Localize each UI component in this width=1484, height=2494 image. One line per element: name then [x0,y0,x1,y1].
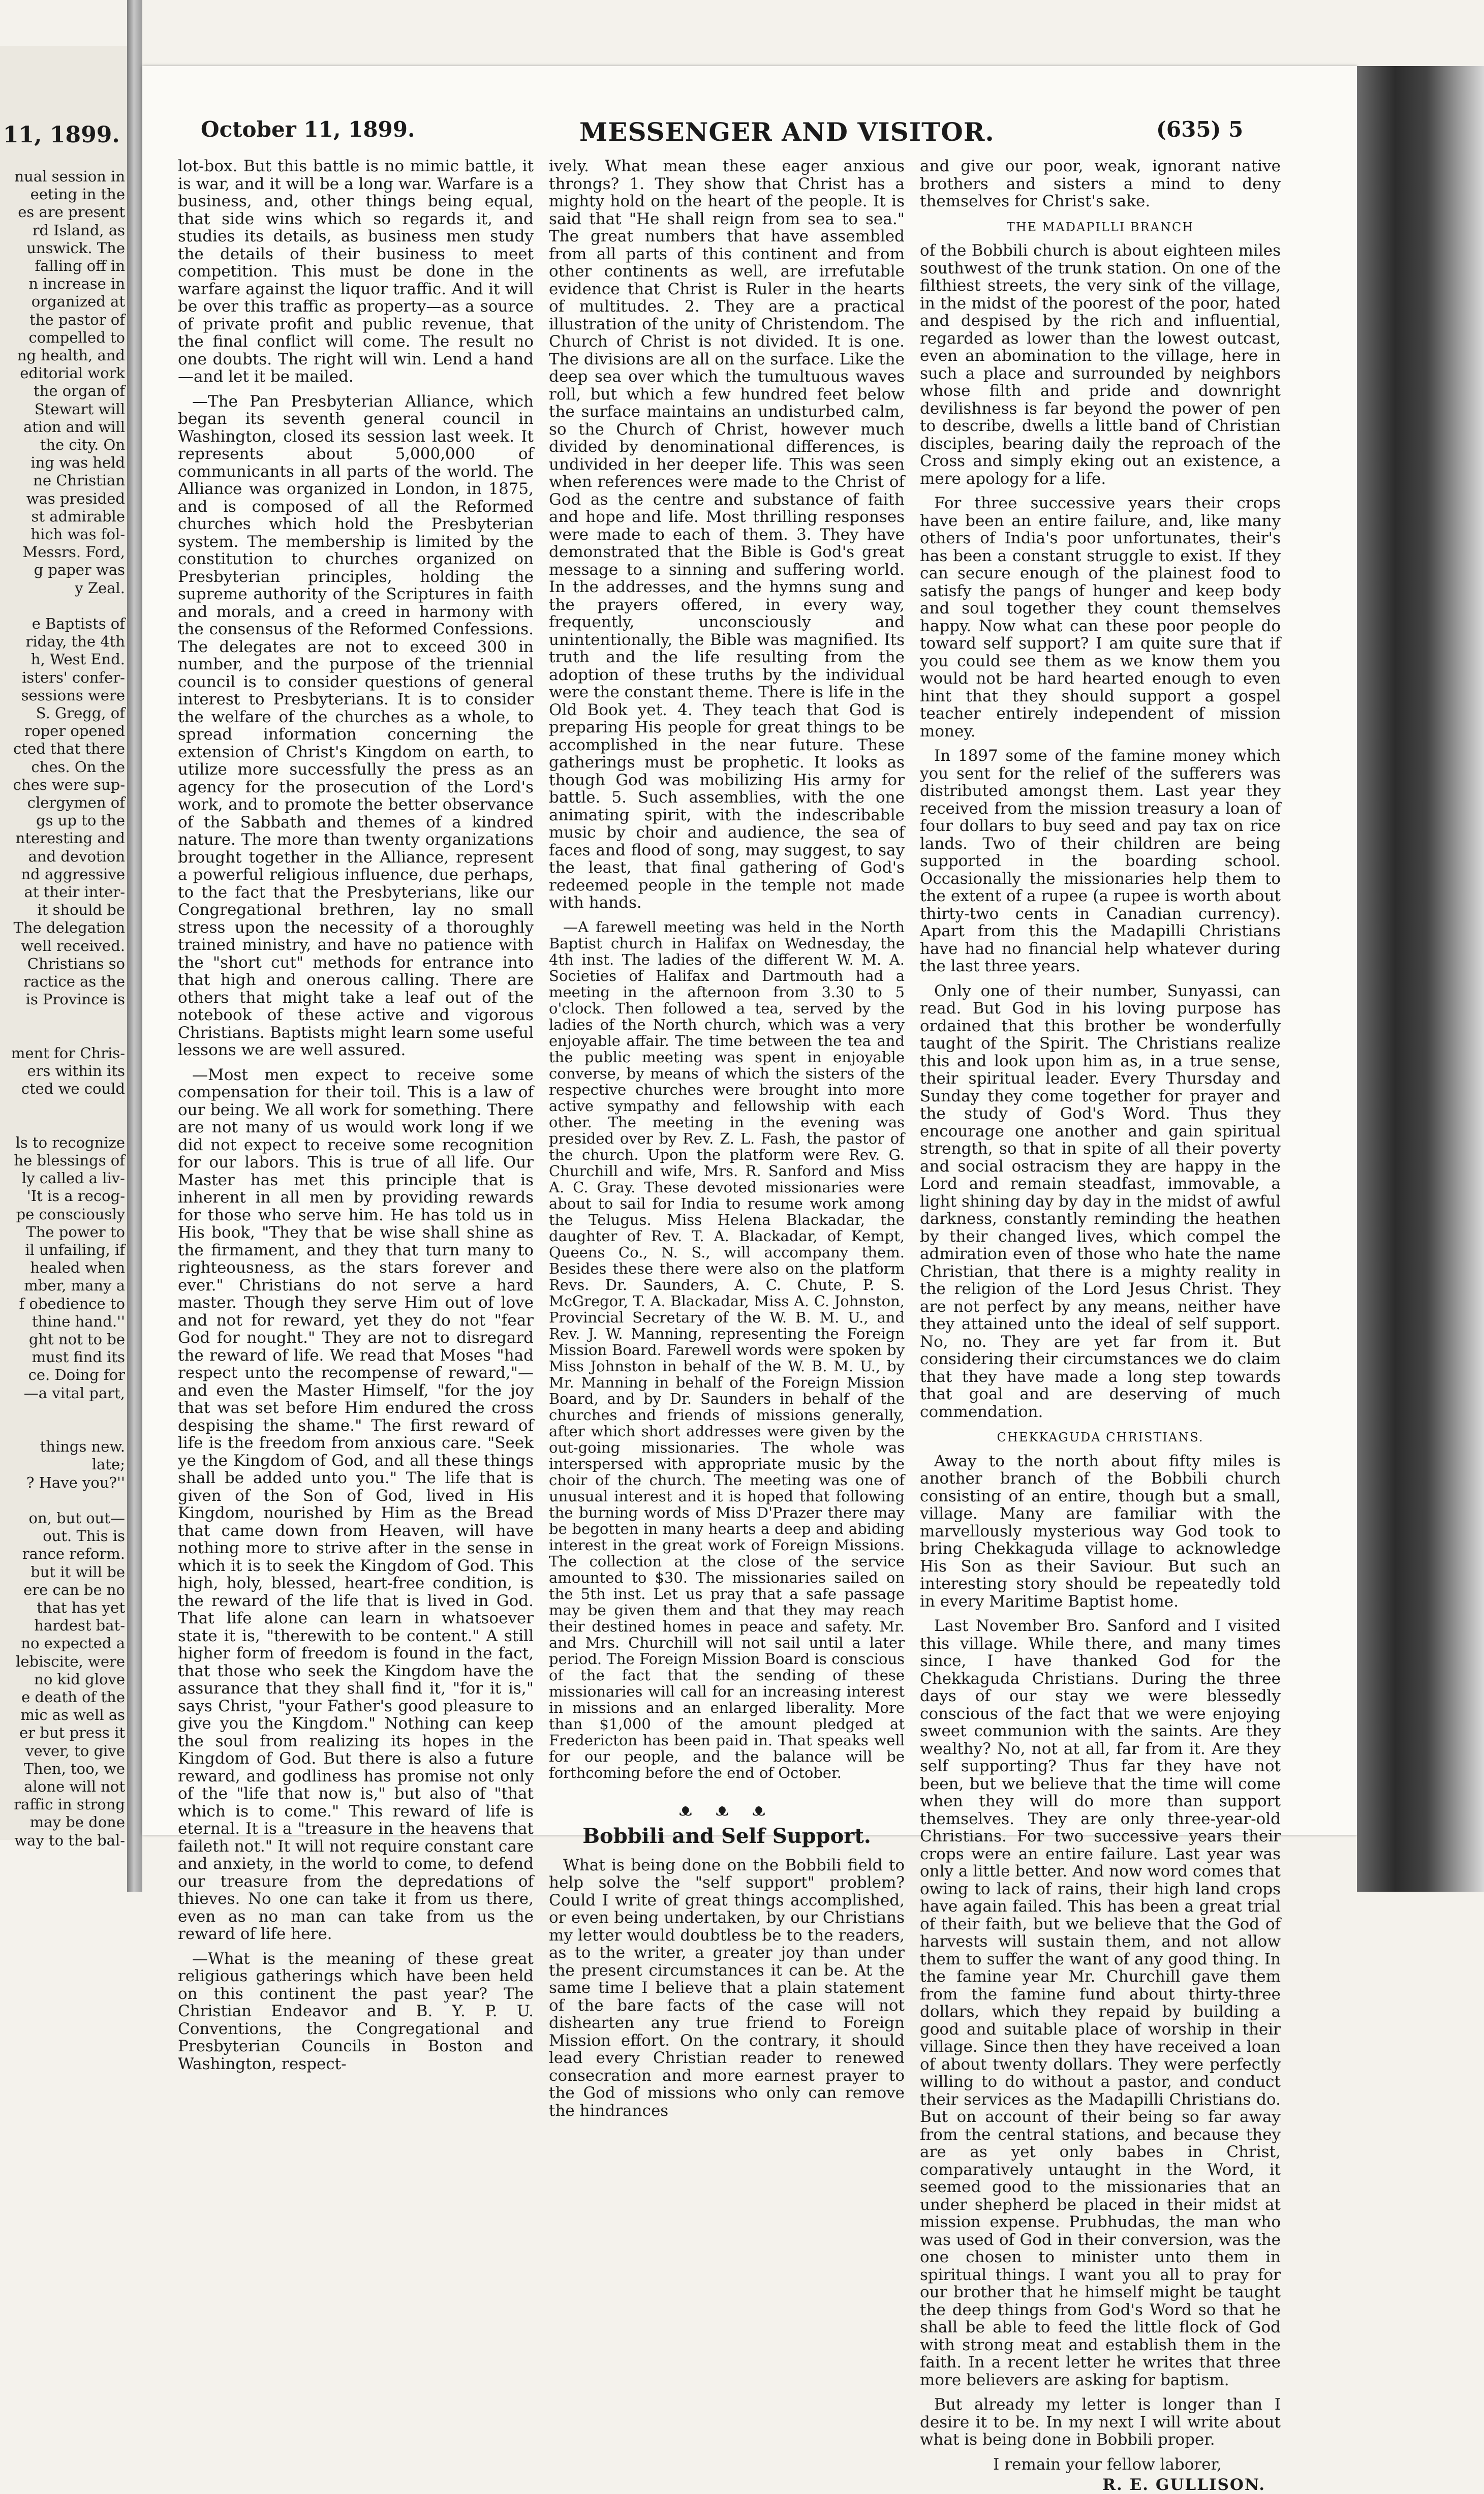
previous-page-line: —a vital part, [23,1384,125,1402]
paragraph: In 1897 some of the famine money which you sent for the relief of the sufferers was distributed amongst them. Last year they received from the mission treasury a loan of four dollars to buy seed and pay tax on rice lands. Two of their children are being supported in the boarding school. Occasionally the missionaries help them to the extent of a rupee (a rupee is worth about thirty-two cents in Canadian currency). Apart from this the Madapilli Christians have had no financial help whatever during the last three years. [920,747,1281,975]
previous-page-header: 11, 1899. [3,122,120,148]
previous-page-line: falling off in [35,257,125,274]
previous-page-line: that has yet [37,1599,125,1616]
newspaper-page [142,66,1357,2494]
paragraph: lot-box. But this battle is no mimic battle, it is war, and it will be a long war. Warfare is a business, and, other things being equal, that side wins which so regards it, and studies its details, as business men study the details of their business to meet competition. This must be done in the warfare against the liquor traffic. And it will be over this traffic as property—as a source of private profit and public revenue, that the final conflict will come. The result no one doubts. The right will win. Lend a hand—and let it be mailed. [178,157,534,386]
previous-page-line: vever, to give [25,1742,125,1760]
previous-page-line: n increase in [28,275,125,293]
previous-page-line: and devotion [28,847,125,865]
previous-page-line: ere can be no [23,1581,125,1598]
previous-page-line: gs up to the [36,812,125,829]
previous-page-line: il unfailing, if [25,1241,125,1258]
previous-page-line: sessions were [21,686,125,704]
previous-page-line: ce. Doing for [28,1366,125,1384]
paragraph: and give our poor, weak, ignorant native brothers and sisters a mind to deny themselves for Christ's sake. [920,157,1281,210]
previous-page-line: ches. On the [31,758,125,776]
previous-page-line: nteresting and [15,829,125,847]
previous-page-line: riday, the 4th [25,633,125,651]
previous-page-line: es are present [18,203,125,221]
previous-page-line: isters' confer- [22,668,125,686]
article-title: Bobbili and Self Support. [582,1824,871,1848]
masthead-title: MESSENGER AND VISITOR. [579,117,995,147]
paragraph: —What is the meaning of these great religious gatherings which have been held on this continent the past year? The Christian Endeavor and B. Y. P. U. Conventions, the Congregational and Presbyterian Councils in Boston and Washington, respect- [178,1949,534,2073]
binding-edge [1357,66,1484,1892]
paragraph: Last November Bro. Sanford and I visited this village. While there, and many times since, I have thanked God for the Chekkaguda Christians. During the three days of our stay we were blessedly conscious of the fact that we were enjoying sweet communion with the saints. Are they wealthy? No, not at all, far from it. Are they self supporting? Thus far they have not been, but we believe that the time will come when they will do more than support themselves. They are only three-year-old Christians. For two successive years their crops were an entire failure. Last year was only a little better. And now word comes that owing to lack of rains, their high land crops have again failed. This has been a great trial of their faith, but we believe that the God of harvests will sustain them, and not allow them to suffer the want of any good thing. In the famine year Mr. Churchill gave them from the famine fund about thirty-three dollars, which they repaid by building a good and suitable place of worship in their village. Since then they have received a loan of about twenty dollars. They were perfectly willing to do without a pastor, and conduct their services as the Madapilli Christians do. But on account of their being so far away from the central stations, and because they are as yet only babes in Christ, comparatively untaught in the Word, it seemed good to the missionaries that an under shepherd be placed in their midst at mission expense. Prubhudas, the man who was used of God in their conversion, was the one chosen to minister unto them in spiritual things. I want you all to pray for our brother that he himself might be taught the deep things from God's Word so that he shall be able to feed the little flock of God with strong meat and establish them in the faith. In a recent letter he writes that three more believers are asking for baptism. [920,1617,1281,2389]
previous-page-line: well received. [21,937,125,955]
previous-page-line: thine hand.'' [32,1312,125,1330]
previous-page-line: was presided [26,489,125,507]
previous-page-line: he blessings of [14,1152,125,1169]
previous-page-line: mber, many a [24,1277,125,1295]
previous-page-line: rance reform. [22,1545,125,1563]
previous-page-line: roper opened [24,722,125,740]
previous-page-line: Stewart will [34,400,125,418]
previous-page-line: ? Have you?'' [26,1473,125,1491]
previous-page-line: hardest bat- [34,1617,125,1635]
previous-page-line: late; [91,1456,125,1473]
page-number: (635) 5 [1156,117,1244,142]
previous-page-line: must find its [32,1348,125,1366]
previous-page-line: The power to [26,1223,125,1241]
paragraph: —Most men expect to receive some compensation for their toil. This is a law of our being. We all work for something. There are not many of us would work long if we did not expect to receive some recognition for our labors. This is true of all life. Our Master has met this principle that is inherent in all men by providing rewards for those who serve him. He has told us in His book, "They that be wise shall shine as the firmament, and they that turn many to righteousness, as the stars forever and ever." Christians do not serve a hard master. Though they serve Him out of love and not for reward, yet they do not "fear God for nought." They are not to disregard the reward of life. We read that Moses "had respect unto the recompense of reward,"—and even the Master Himself, "for the joy that was set before Him endured the cross despising the shame." The first reward of life is the freedom from anxious care. "Seek ye the Kingdom of God, and all these things shall be added unto you." The life that is given of the Son of God, lived in His Kingdom, nourished by Him as the Bread that came down from Heaven, will have nothing more to strive after in the sense in which it is to seek the Kingdom of God. This high, holy, blessed, heart-free condition, is the reward of the life that is lived in God. That life alone can learn in whatsoever state it is, "therewith to be content." A still higher form of freedom is found in the fact, that those who seek the Kingdom have the assurance that they shall find it, "for it is," says Christ, "your Father's good pleasure to give you the Kingdom." Nothing can keep the soul from realizing its hopes in the Kingdom of God. But there is also a future reward, and godliness has promise not only of the "life that now is," but also of "that which is to come." This reward of life is eternal. It is a "treasure in the heavens that faileth not." It will not require constant care and anxiety, in the world to come, to defend our treasure from the depredations of thieves. No one can take it from us there, even as no man can take from us the reward of life here. [178,1065,534,1943]
paragraph: But already my letter is longer than I desire it to be. In my next I will write about what is being done in Bobbili proper. [920,2395,1281,2449]
previous-page-line: the organ of [34,382,125,400]
previous-page-line: pe consciously [16,1205,125,1223]
previous-page-line: ls to recognize [15,1133,125,1151]
previous-page-line: ractice as the [23,973,125,990]
previous-page-line: cted we could [21,1080,125,1098]
subheading: THE MADAPILLI BRANCH [1006,220,1194,234]
previous-page-line: ne Christian [33,472,125,489]
paragraph: —A farewell meeting was held in the North Baptist church in Halifax on Wednesday, the 4th inst. The ladies of the different W. M. A. Societies of Halifax and Dartmouth had a meeting in the afternoon from 3.30 to 5 o'clock. Then followed a tea, served by the ladies of the North church, which was a very enjoyable affair. The time between the tea and the public meeting was spent in enjoyable converse, by means of which the sisters of the respective churches were brought into more active sympathy and fellowship with each other. The meeting in the evening was presided over by Rev. Z. L. Fash, the pastor of the church. Upon the platform were Rev. G. Churchill and wife, Mrs. R. Sanford and Miss A. C. Gray. These devoted missionaries were about to sail for India to resume work among the Telugus. Miss Helena Blackadar, the daughter of Rev. T. A. Blackadar, of Kempt, Queens Co., N. S., will accompany them. Besides these there were also on the platform Revs. Dr. Saunders, A. C. Chute, P. S. McGregor, T. A. Blackadar, Miss A. C. Johnston, Provincial Secretary of the W. B. M. U., and Rev. J. W. Manning, representing the Foreign Mission Board. Farewell words were spoken by Miss Johnston in behalf of the W. B. M. U., by Mr. Manning in behalf of the Foreign Mission Board, and by Dr. Saunders in behalf of the churches and friends of missions generally, after which short addresses were given by the out-going missionaries. The whole was interspersed with appropriate music by the choir of the church. The meeting was one of unusual interest and it is hoped that following the burning words of Miss D'Prazer there may be begotten in many hearts a deep and abiding interest in the great work of Foreign Missions. The collection at the close of the service amounted to $30. The missionaries sailed on the 5th inst. Let us pray that a safe passage may be given them and that they may reach their destined homes in peace and safety. Mr. and Mrs. Churchill will not sail until a later period. The Foreign Mission Board is conscious of the fact that the sending of these missionaries will call for an increasing interest in missions and an enlarged liberality. More than $1,000 of the amount pledged at Fredericton has been paid in. That speaks well for our people, and the balance will be forthcoming before the end of October. [549,918,905,1781]
previous-page-line: Messrs. Ford, [22,543,125,561]
previous-page-line: e Baptists of [32,615,125,632]
previous-page-line: things new. [40,1438,125,1456]
previous-page-line: the pastor of [29,311,125,328]
previous-page-line: it should be [37,901,125,919]
previous-page-line: eeting in the [30,186,125,203]
section-ornament: ᴥ ᴥ ᴥ [679,1799,775,1820]
column-2 [549,158,905,2127]
previous-page-line: lebiscite, were [16,1652,125,1670]
previous-page-line: ing was held [30,454,125,472]
previous-page-line: ght not to be [28,1331,125,1348]
previous-page-line: rd Island, as [32,221,125,239]
previous-page-edge [0,46,127,1849]
page-gutter [127,0,142,1892]
paragraph: ively. What mean these eager anxious throngs? 1. They show that Christ has a mighty hold on the heart of the people. It is said that "He shall reign from sea to sea." The great numbers that have assembled from all parts of this continent and from other continents as well, are irrefutable evidence that Christ is Ruler in the hearts of multitudes. 2. They are a practical illustration of the unity of Christendom. The Church of Christ is not divided. It is one. The divisions are all on the surface. Like the deep sea over which the tumultuous waves roll, but which a few hundred feet below the surface maintains an undisturbed calm, so the Church of Christ, however much divided by denominational differences, is undivided in her deeper life. This was seen when references were made to the Christ of God as the centre and substance of faith and hope and life. Most thrilling responses were made to each of them. 3. They have demonstrated that the Bible is God's great message to a sinning and suffering world. In the addresses, and the hymns sung and the prayers offered, in every way, frequently, unconsciously and unintentionally, the Bible was magnified. Its truth and the life resulting from the adoption of these truths by the individual were the constant theme. There is life in the Old Book yet. 4. They teach that God is preparing His people for great things to be accomplished in the near future. These gatherings must be prophetic. It looks as though God was mobilizing His army for battle. 5. Such assemblies, with the one animating spirit, with the indescribable music by choir and audience, the sea of faces and flood of song, may suggest, to say the least, that final gathering of God's redeemed people in the temple not made with hands. [549,157,905,912]
paragraph: Only one of their number, Sunyassi, can read. But God in his loving purpose has ordained that this brother be wonderfully taught of the Spirit. The Christians realize this and look upon him as, in a true sense, their spiritual leader. Every Thursday and Sunday they come together for prayer and the study of God's Word. Thus they encourage one another and gain spiritual strength, so that in spite of all their poverty and social ostracism they are happy in the Lord and remain steadfast, immovable, a light shining day by day in the midst of awful darkness, constantly reminding the heathen by their changed lives, which compel the admiration even of those who hate the name Christian, that there is a mighty reality in the religion of the Lord Jesus Christ. They are not perfect by any means, neither have they attained unto the ideal of self support. No, no. They are yet far from it. But considering their circumstances we do claim that they have made a long step towards that goal and are deserving of much commendation. [920,981,1281,1421]
paragraph: What is being done on the Bobbili field to help solve the "self support" problem? Could I write of great things accomplished, or even being undertaken, by our Christians my letter would doubtless be to the readers, as to the writer, a greater joy than under the present circumstances it can be. At the same time I believe that a plain statement of the bare facts of the case will not dishearten any true friend to Foreign Mission effort. On the contrary, it should lead every Christian reader to renewed consecration and more earnest prayer to the God of missions who only can remove the hindrances [549,1856,905,2120]
previous-page-line: nd aggressive [21,865,125,883]
previous-page-line: compelled to [28,328,125,346]
previous-page-line: er but press it [19,1724,125,1742]
paragraph: Away to the north about fifty miles is another branch of the Bobbili church consisting of an entire, though but a small, village. Many are familiar with the marvellously mysterious way God took to bring Chekkaguda village to acknowledge His Son as their Saviour. But such an interesting story should be repeatedly told in every Maritime Baptist home. [920,1452,1281,1611]
previous-page-line: at their inter- [24,883,125,901]
previous-page-line: unswick. The [26,239,125,257]
previous-page-line: h, West End. [30,651,125,668]
previous-page-line: y Zeal. [75,579,125,597]
previous-page-line: 'It is a recog- [26,1187,125,1205]
previous-page-line: on, but out— [28,1510,125,1527]
previous-page-line: mic as well as [20,1706,125,1724]
letter-closing: I remain your fellow laborer, [993,2455,1222,2474]
previous-page-line: ment for Chris- [11,1044,125,1062]
previous-page-line: hich was fol- [30,526,125,543]
previous-page-line: Christians so [27,955,125,972]
previous-page-line: ng health, and [17,347,125,364]
previous-page-line: S. Gregg, of [36,704,125,722]
previous-page-line: but it will be [30,1563,125,1581]
column-1 [178,158,534,2080]
previous-page-line: clergymen of [27,794,125,811]
previous-page-line: may be done [29,1813,125,1831]
previous-page-line: ation and will [23,418,125,436]
previous-page-line: out. This is [43,1527,125,1545]
paragraph: —The Pan Presbyterian Alliance, which began its seventh general council in Washington, closed its session last week. It represents about 5,000,000 of communicants in all parts of the world. The Alliance was organized in London, in 1875, and is composed of all the Reformed churches which hold the Presbyterian system. The membership is limited by the constitution to churches organized on Presbyterian principles, holding the supreme authority of the Scriptures in faith and morals, and a creed in harmony with the consensus of the Reformed Confessions. The delegates are not to exceed 300 in number, and the purpose of the triennial council is to consider questions of general interest to Presbyterians. It is to consider the welfare of the churches as a whole, to spread information concerning the extension of Christ's Kingdom on earth, to utilize more successfully the press as an agency for the prosecution of the Lord's work, and to promote the better observance of the Sabbath and themes of a kindred nature. The more than twenty organizations brought together in the Alliance, represent a powerful religious influence, due perhaps, to the fact that the Presbyterians, like our Congregational brethren, lay no small stress upon the necessity of a thoroughly trained ministry, and have no patience with the "short cut" methods for entrance into that high and onerous calling. There are others that might take a leaf out of the notebook of these active and vigorous Christians. Baptists might learn some useful lessons we are well assured. [178,392,534,1059]
previous-page-line: The delegation [13,919,125,937]
previous-page-line: cted that there [13,740,125,758]
paragraph: of the Bobbili church is about eighteen miles southwest of the trunk station. On one of the filthiest streets, the very sink of the village, in the midst of the poorest of the poor, hated and despised by the rich and influential, regarded as lower than the lowest outcast, even an abomination to the village, here in such a place and surrounded by neighbors whose filth and pride and downright devilishness is far beyond the power of pen to describe, dwells a little band of Christian disciples, bearing daily the reproach of the Cross and simply eking out an existence, a mere apology for a life. [920,241,1281,488]
paragraph: For three successive years their crops have been an entire failure, and, like many others of India's poor unfortunates, their's has been a constant struggle to exist. If they can secure enough of the plainest food to satisfy the pangs of hunger and keep body and soul together they count themselves happy. Now what can these poor people do toward self support? I am quite sure that if you could see them as we know them you would not be hard hearted enough to even hint that they should support a gospel teacher entirely independent of mission money. [920,494,1281,741]
previous-page-line: f obedience to [19,1295,125,1312]
previous-page-line: no expected a [21,1635,125,1652]
previous-page-line: alone will not [24,1778,125,1795]
subheading: CHEKKAGUDA CHRISTIANS. [997,1430,1204,1444]
issue-date: October 11, 1899. [201,117,415,142]
signature: R. E. GULLISON. [1102,2476,1265,2494]
previous-page-line: g paper was [34,561,125,579]
previous-page-line: ers within its [27,1062,125,1080]
column-3 [920,158,1281,2494]
previous-page-line: nual session in [14,168,125,185]
previous-page-line: organized at [31,293,125,311]
previous-page-line: Then, too, we [23,1760,125,1777]
previous-page-line: way to the bal- [14,1831,125,1849]
previous-page-line: ches were sup- [13,776,125,793]
previous-page-line: no kid glove [34,1670,125,1688]
previous-page-line: ly called a liv- [21,1169,125,1187]
previous-page-line: healed when [30,1259,125,1277]
previous-page-line: the city. On [40,436,125,453]
previous-page-line: st admirable [31,507,125,525]
previous-page-line: e death of the [21,1688,125,1706]
previous-page-line: raffic in strong [14,1796,125,1813]
previous-page-line: editorial work [20,364,125,382]
previous-page-line: is Province is [25,991,125,1008]
